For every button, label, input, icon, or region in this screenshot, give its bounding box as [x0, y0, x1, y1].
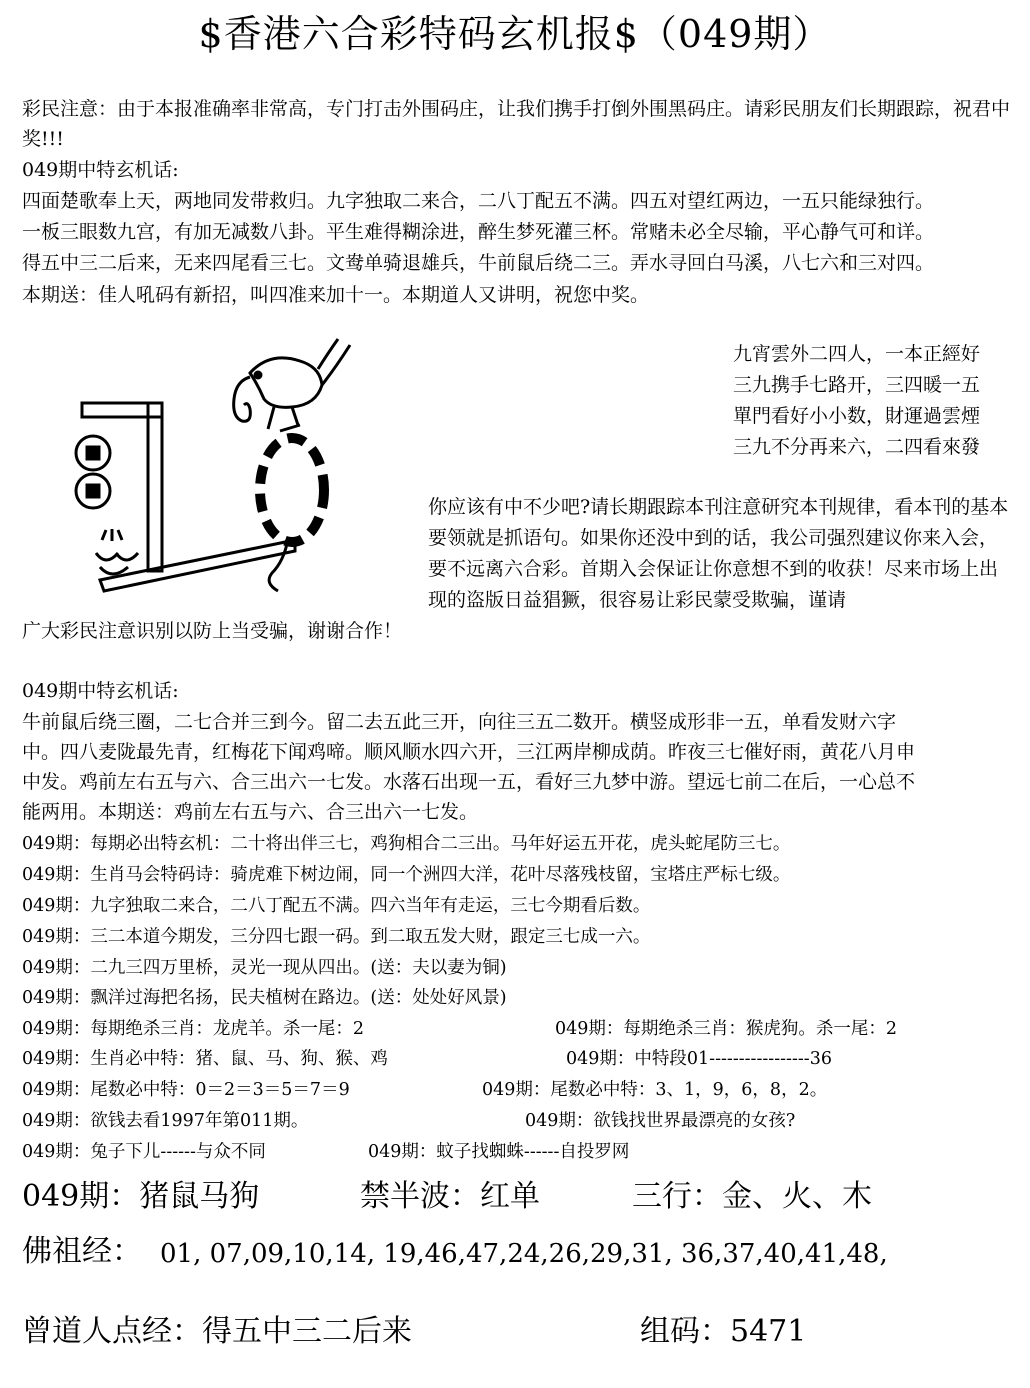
pair-right: 049期：中特段01-----------------36 — [566, 1049, 832, 1069]
item-line: 049期：九字独取二来合，二八丁配五不满。四六当年有走运，三七今期看后数。 — [22, 896, 651, 916]
pair-left: 049期：尾数必中特：0＝2＝3＝5＝7＝9 — [22, 1080, 350, 1100]
section2-line: 牛前鼠后绕三圈，二七合并三到今。留二去五此三开，向往三五二数开。横竖成形非一五，单看发财六字 — [22, 711, 897, 733]
bird-legs — [268, 407, 300, 431]
ad-paragraph: 你应该有中不少吧?请长期跟踪本刊注意研究本刊规律，看本刊的基本要领就是抓语句。如果你还没中到的话，我公司强烈建议你来入会，要不远离六合彩。首期入会保证让你意想不到的收获！尽来市场上出现的盗版日益猖獗，很容易让彩民蒙受欺骗，谨请 — [428, 496, 1009, 611]
zeng-daoren: 曾道人点经：得五中三二后来 — [22, 1314, 412, 1349]
bird-tail — [318, 339, 350, 385]
ring — [260, 438, 324, 542]
bowl-icon — [96, 553, 138, 574]
item-line: 049期：生肖马会特码诗：骑虎难下树边闹，同一个洲四大洋，花叶尽落残枝留，宝塔庄严标七级。 — [22, 865, 791, 885]
section2-line: 中发。鸡前左右五与六、合三出六一七发。水落石出现一五，看好三九梦中游。望远七前二在后，一心总不 — [22, 771, 916, 793]
section2-line: 中。四八麦陇最先青，红梅花下闻鸡啼。顺风顺水四六开，三江两岸柳成荫。昨夜三七催好雨，黄花八月申 — [22, 741, 916, 763]
poem-line: 三九不分再来六，二四看來發 — [733, 436, 981, 458]
bird-illustration — [60, 335, 360, 605]
pair-left: 049期：兔子下儿------与众不同 — [22, 1142, 266, 1162]
bird-eye — [255, 372, 261, 378]
section2-line: 能两用。本期送：鸡前左右五与六、合三出六一七发。 — [22, 801, 479, 823]
pair-right: 049期：尾数必中特：3、1，9，6，8，2。 — [482, 1080, 828, 1100]
item-line: 049期：飘洋过海把名扬，民夫植树在路边。(送：处处好风景) — [22, 988, 507, 1008]
poem-line: 三九携手七路开，三四暖一五 — [733, 374, 981, 396]
intro-line: 四面楚歌奉上天，两地同发带救归。九字独取二来合，二八丁配五不满。四五对望红两边，一五只能绿独行。 — [22, 190, 935, 212]
item-line: 049期：三二本道今期发，三分四七跟一码。到二取五发大财，跟定三七成一六。 — [22, 927, 651, 947]
buddha-numbers: 01, 07,09,10,14, 19,46,47,24,26,29,31, 36,37,40,41,48, — [160, 1239, 888, 1269]
ruler-side — [148, 403, 162, 571]
pair-left: 049期：欲钱去看1997年第011期。 — [22, 1111, 309, 1131]
poem-line: 單門看好小小数，財運過雲煙 — [733, 405, 981, 427]
section2-heading: 049期中特玄机话: — [22, 680, 179, 702]
intro-line: 本期送：佳人吼码有新招，叫四准来加十一。本期道人又讲明，祝您中奖。 — [22, 284, 650, 306]
pair-right: 049期：欲钱找世界最漂亮的女孩? — [525, 1111, 796, 1131]
coin-hole — [87, 447, 99, 459]
string — [269, 539, 288, 591]
stick — [100, 540, 295, 591]
pair-left: 049期：每期绝杀三肖：龙虎羊。杀一尾：2 — [22, 1019, 365, 1039]
pair-left: 049期：生肖必中特：猪、鼠、马、狗、猴、鸡 — [22, 1049, 388, 1069]
pair-right: 049期：每期绝杀三肖：猴虎狗。杀一尾：2 — [555, 1019, 898, 1039]
steam-icon — [102, 529, 122, 541]
poem-line: 九宵雲外二四人，一本正經好 — [733, 343, 981, 365]
bird-beak — [234, 377, 251, 421]
page-title: $香港六合彩特码玄机报$（049期） — [198, 12, 832, 56]
ruler-top — [82, 403, 162, 417]
intro-line: 一板三眼数九宫，有加无减数八卦。平生难得糊涂进，醉生梦死灌三杯。常赌未必全尽输，平心静气可和详。 — [22, 221, 935, 243]
group-code: 组码：5471 — [640, 1314, 807, 1349]
three-elements: 三行：金、火、木 — [632, 1179, 872, 1214]
intro-notice: 彩民注意：由于本报准确率非常高，专门打击外围码庄，让我们携手打倒外围黑码庄。请彩民朋友们长期跟踪，祝君中奖!!! — [22, 98, 1011, 150]
zodiac-pick: 049期：猪鼠马狗 — [22, 1179, 260, 1214]
intro-line: 得五中三二后来，无来四尾看三七。文鸯单骑退雄兵，牛前鼠后绕二三。弄水寻回白马溪，八七六和三对四。 — [22, 252, 935, 274]
intro-heading: 049期中特玄机话: — [22, 159, 179, 181]
ban-wave: 禁半波：红单 — [360, 1179, 540, 1214]
item-line: 049期：每期必出特玄机：二十将出伴三七，鸡狗相合二三出。马年好运五开花，虎头蛇尾防三七。 — [22, 834, 791, 854]
ad-tail: 广大彩民注意识别以防上当受骗，谢谢合作！ — [22, 620, 403, 642]
pair-right: 049期：蚊子找蜘蛛------自投罗网 — [368, 1142, 630, 1162]
buddha-label: 佛祖经： — [22, 1234, 142, 1269]
coin-hole — [87, 485, 99, 497]
item-line: 049期：二九三四万里桥，灵光一现从四出。(送：夫以妻为铜) — [22, 958, 507, 978]
bird-body — [250, 358, 322, 407]
